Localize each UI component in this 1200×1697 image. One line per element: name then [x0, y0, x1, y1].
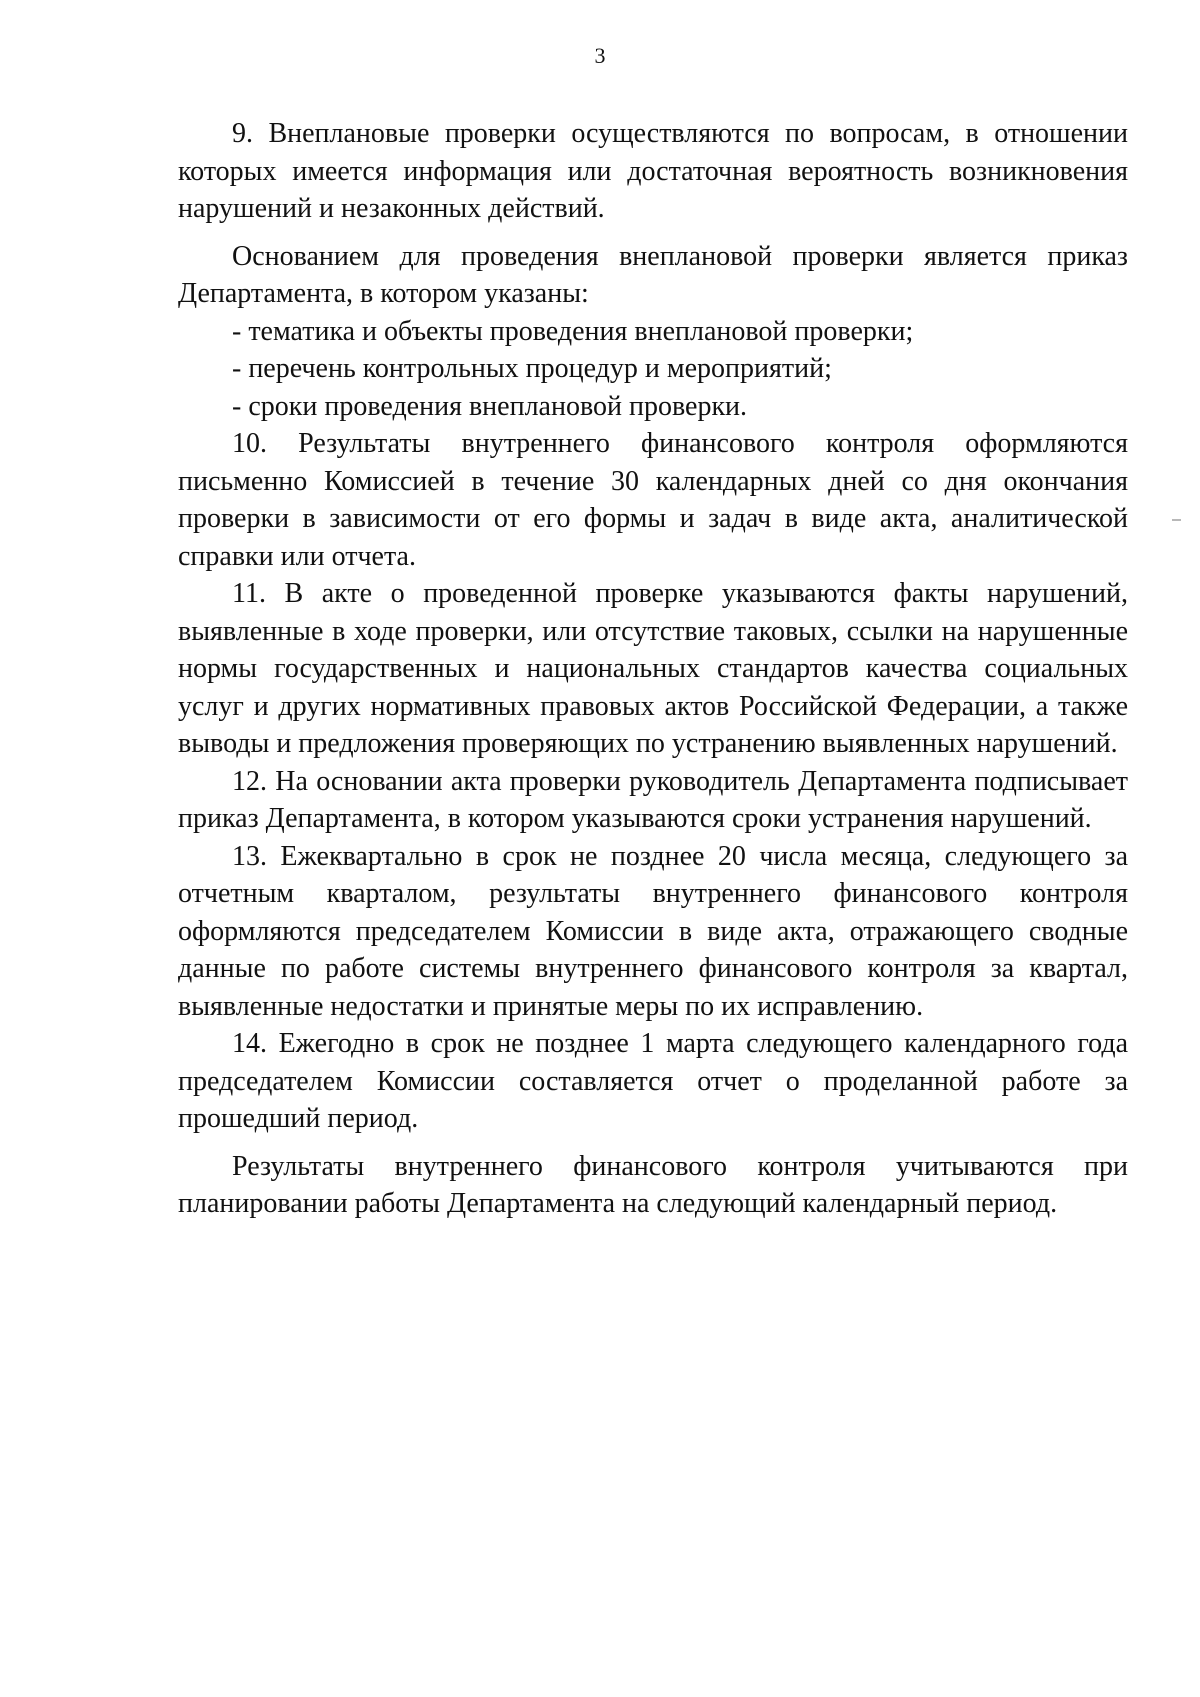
paragraph-basis: Основанием для проведения внеплановой проверки является приказ Департамента, в котором указаны:	[178, 240, 1128, 309]
paragraph-11: 11. В акте о проведенной проверке указываются факты нарушений, выявленные в ходе проверки, или отсутствие таковых, ссылки на нарушенные нормы государственных и национальных стандартов качества социальных услуг и других нормативных правовых актов Российской Федерации, а также выводы и предложения проверяющих по устранению выявленных нарушений.	[178, 578, 1128, 759]
paragraph-9: 9. Внеплановые проверки осуществляются по вопросам, в отношении которых имеется информация или достаточная вероятность возникновения нарушений и незаконных действий.	[178, 118, 1128, 224]
document-body	[178, 115, 1128, 1223]
paragraph-13: 13. Ежеквартально в срок не позднее 20 числа месяца, следующего за отчетным кварталом, результаты внутреннего финансового контроля оформляются председателем Комиссии в виде акта, отражающего сводные данные по работе системы внутреннего финансового контроля за квартал, выявленные недостатки и принятые меры по их исправлению.	[178, 840, 1128, 1022]
list-item: - тематика и объекты проведения внеплановой проверки;	[232, 315, 914, 347]
paragraph-results: Результаты внутреннего финансового контроля учитываются при планировании работы Департамента на следующий календарный период.	[178, 1150, 1128, 1219]
list-item: - перечень контрольных процедур и мероприятий;	[232, 353, 832, 384]
list-item: - сроки проведения внеплановой проверки.	[232, 390, 748, 422]
paragraph-10: 10. Результаты внутреннего финансового контроля оформляются письменно Комиссией в течение 30 календарных дней со дня окончания проверки в зависимости от его формы и задач в виде акта, аналитической справки или отчета.	[178, 428, 1128, 572]
page-number: 3	[594, 43, 606, 68]
scan-artifact	[1172, 519, 1181, 521]
paragraph-14: 14. Ежегодно в срок не позднее 1 марта следующего календарного года председателем Комиссии составляется отчет о проделанной работе за прошедший период.	[178, 1028, 1128, 1134]
paragraph-12: 12. На основании акта проверки руководитель Департамента подписывает приказ Департамента, в котором указываются сроки устранения нарушений.	[178, 765, 1128, 834]
